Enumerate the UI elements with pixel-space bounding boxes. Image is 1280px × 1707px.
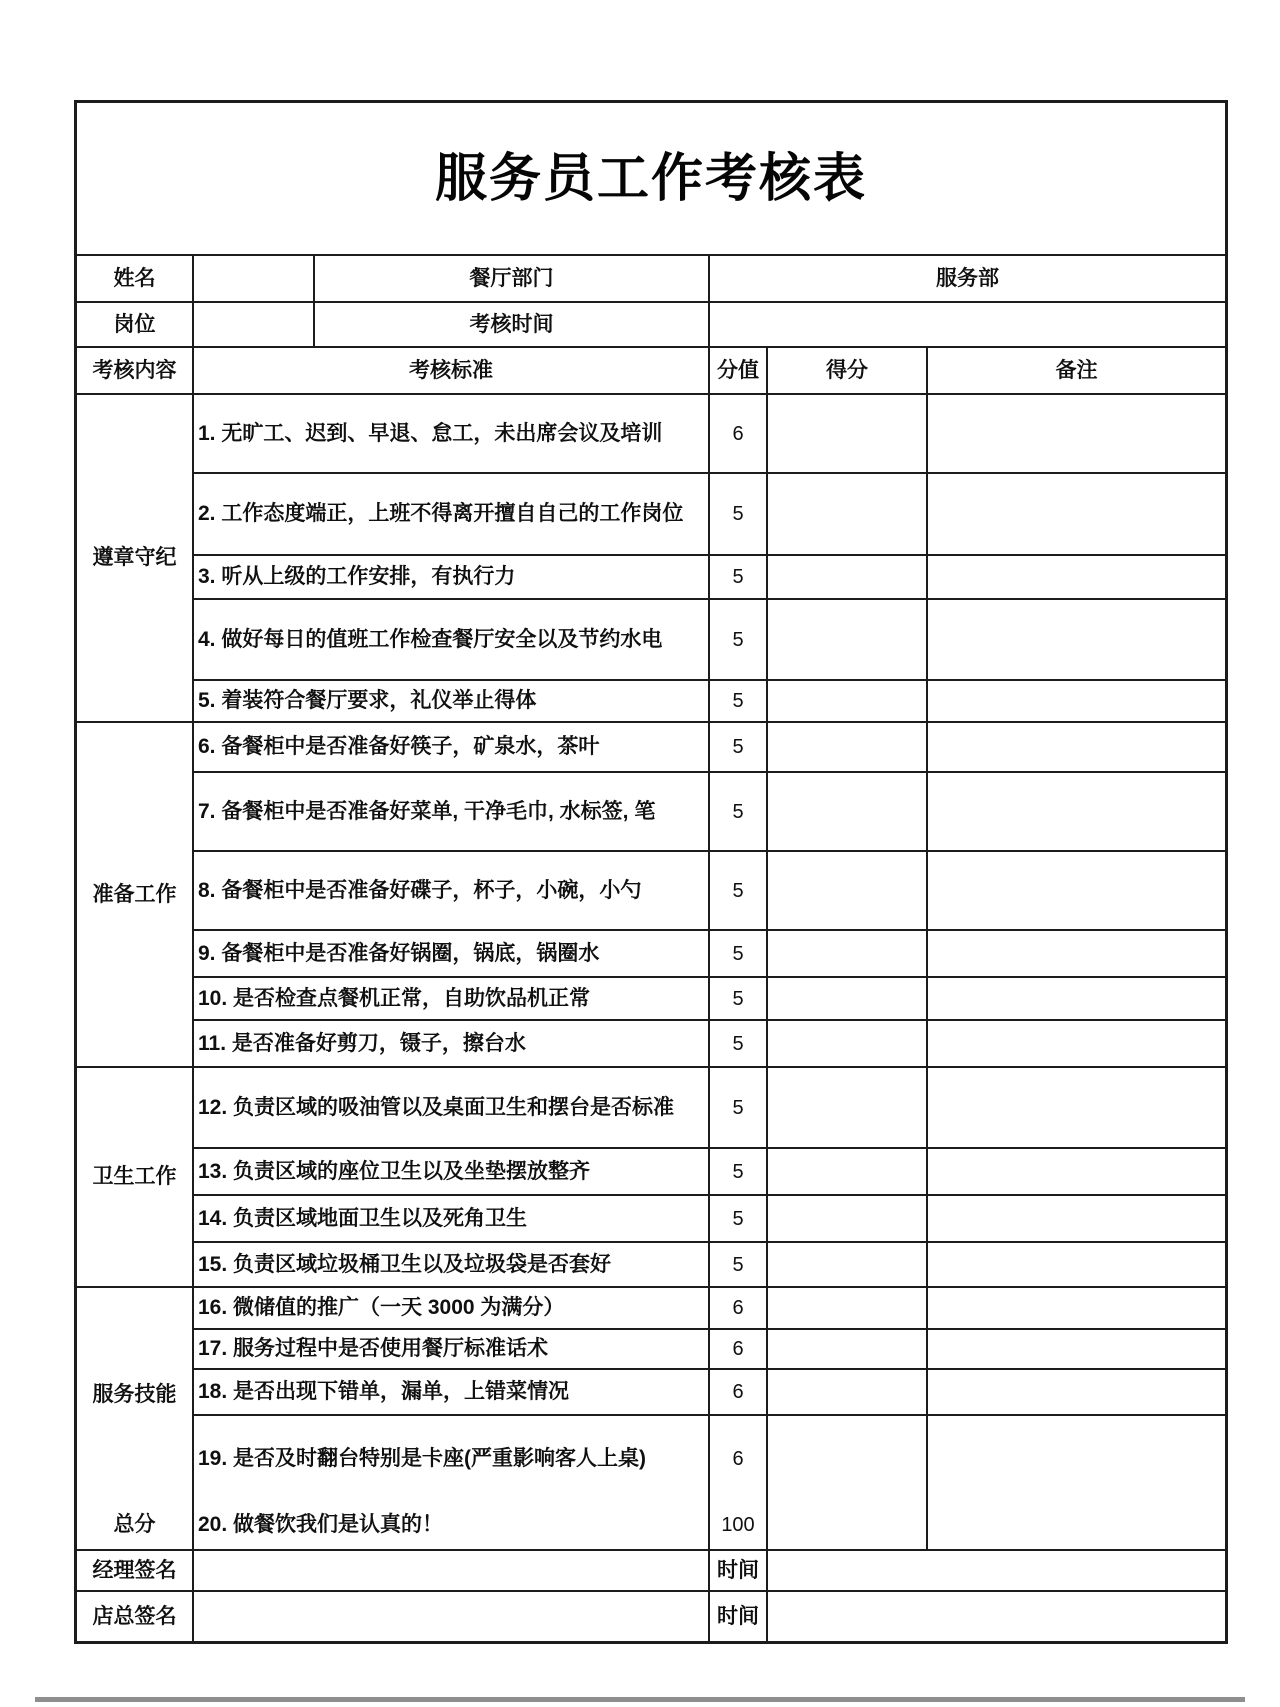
item-15-remark-cell bbox=[928, 1243, 1225, 1288]
item-20-remark-cell bbox=[928, 1501, 1225, 1551]
item-3-remark-cell bbox=[928, 556, 1225, 600]
gm-time-label: 时间 bbox=[710, 1592, 768, 1641]
gm-sign-label: 店总签名 bbox=[77, 1592, 194, 1641]
item-4-score: 5 bbox=[710, 600, 768, 681]
item-13-earned-cell bbox=[768, 1149, 928, 1196]
col-header-score: 分值 bbox=[710, 348, 768, 395]
item-3-score: 5 bbox=[710, 556, 768, 600]
category-卫生工作: 卫生工作 bbox=[77, 1068, 194, 1288]
item-1-earned-cell bbox=[768, 395, 928, 474]
item-7-score: 5 bbox=[710, 773, 768, 852]
position-value-cell bbox=[194, 303, 315, 348]
item-10-score: 5 bbox=[710, 978, 768, 1021]
item-15-earned-cell bbox=[768, 1243, 928, 1288]
item-18-score: 6 bbox=[710, 1370, 768, 1416]
item-2-standard: 2. 工作态度端正，上班不得离开擅自自己的工作岗位 bbox=[194, 474, 710, 556]
gm-sign-area bbox=[194, 1592, 710, 1641]
manager-sign-area bbox=[194, 1551, 710, 1592]
item-13-standard: 13. 负责区域的座位卫生以及坐垫摆放整齐 bbox=[194, 1149, 710, 1196]
manager-time-label: 时间 bbox=[710, 1551, 768, 1592]
item-18-standard: 18. 是否出现下错单，漏单，上错菜情况 bbox=[194, 1370, 710, 1416]
item-14-earned-cell bbox=[768, 1196, 928, 1243]
item-2-score: 5 bbox=[710, 474, 768, 556]
category-服务技能: 服务技能 bbox=[77, 1288, 194, 1501]
item-4-standard: 4. 做好每日的值班工作检查餐厅安全以及节约水电 bbox=[194, 600, 710, 681]
col-header-earned: 得分 bbox=[768, 348, 928, 395]
item-19-standard: 19. 是否及时翻台特别是卡座(严重影响客人上桌) bbox=[194, 1416, 710, 1501]
item-10-remark-cell bbox=[928, 978, 1225, 1021]
item-6-earned-cell bbox=[768, 723, 928, 773]
item-11-standard: 11. 是否准备好剪刀，镊子，擦台水 bbox=[194, 1021, 710, 1068]
item-16-remark-cell bbox=[928, 1288, 1225, 1330]
item-9-standard: 9. 备餐柜中是否准备好锅圈，锅底，锅圈水 bbox=[194, 931, 710, 978]
item-6-score: 5 bbox=[710, 723, 768, 773]
assess-time-label: 考核时间 bbox=[315, 303, 710, 348]
item-9-remark-cell bbox=[928, 931, 1225, 978]
item-11-earned-cell bbox=[768, 1021, 928, 1068]
category-准备工作: 准备工作 bbox=[77, 723, 194, 1068]
item-20-score: 100 bbox=[710, 1501, 768, 1551]
item-8-standard: 8. 备餐柜中是否准备好碟子，杯子，小碗，小勺 bbox=[194, 852, 710, 931]
col-header-content: 考核内容 bbox=[77, 348, 194, 395]
item-3-earned-cell bbox=[768, 556, 928, 600]
item-11-score: 5 bbox=[710, 1021, 768, 1068]
item-11-remark-cell bbox=[928, 1021, 1225, 1068]
item-18-remark-cell bbox=[928, 1370, 1225, 1416]
item-8-remark-cell bbox=[928, 852, 1225, 931]
manager-sign-label: 经理签名 bbox=[77, 1551, 194, 1592]
item-4-earned-cell bbox=[768, 600, 928, 681]
page-bottom-separator bbox=[35, 1697, 1245, 1702]
assess-time-value-cell bbox=[710, 303, 1225, 348]
item-19-score: 6 bbox=[710, 1416, 768, 1501]
item-5-score: 5 bbox=[710, 681, 768, 723]
item-7-standard: 7. 备餐柜中是否准备好菜单, 干净毛巾, 水标签, 笔 bbox=[194, 773, 710, 852]
item-2-remark-cell bbox=[928, 474, 1225, 556]
dept-value: 服务部 bbox=[710, 256, 1225, 303]
item-12-score: 5 bbox=[710, 1068, 768, 1149]
item-19-earned-cell bbox=[768, 1416, 928, 1501]
item-3-standard: 3. 听从上级的工作安排，有执行力 bbox=[194, 556, 710, 600]
item-4-remark-cell bbox=[928, 600, 1225, 681]
item-8-earned-cell bbox=[768, 852, 928, 931]
item-10-earned-cell bbox=[768, 978, 928, 1021]
item-5-standard: 5. 着装符合餐厅要求，礼仪举止得体 bbox=[194, 681, 710, 723]
item-8-score: 5 bbox=[710, 852, 768, 931]
item-17-score: 6 bbox=[710, 1330, 768, 1370]
item-12-earned-cell bbox=[768, 1068, 928, 1149]
item-5-remark-cell bbox=[928, 681, 1225, 723]
item-7-remark-cell bbox=[928, 773, 1225, 852]
item-6-standard: 6. 备餐柜中是否准备好筷子，矿泉水，茶叶 bbox=[194, 723, 710, 773]
item-16-standard: 16. 微储值的推广（一天 3000 为满分） bbox=[194, 1288, 710, 1330]
manager-time-area bbox=[768, 1551, 1225, 1592]
dept-label: 餐厅部门 bbox=[315, 256, 710, 303]
form-title: 服务员工作考核表 bbox=[77, 103, 1225, 256]
item-10-standard: 10. 是否检查点餐机正常，自助饮品机正常 bbox=[194, 978, 710, 1021]
gm-time-area bbox=[768, 1592, 1225, 1641]
item-19-remark-cell bbox=[928, 1416, 1225, 1501]
item-12-remark-cell bbox=[928, 1068, 1225, 1149]
item-16-earned-cell bbox=[768, 1288, 928, 1330]
item-12-standard: 12. 负责区域的吸油管以及桌面卫生和摆台是否标准 bbox=[194, 1068, 710, 1149]
item-15-score: 5 bbox=[710, 1243, 768, 1288]
item-14-standard: 14. 负责区域地面卫生以及死角卫生 bbox=[194, 1196, 710, 1243]
category-总分: 总分 bbox=[77, 1501, 194, 1551]
item-17-standard: 17. 服务过程中是否使用餐厅标准话术 bbox=[194, 1330, 710, 1370]
name-value-cell bbox=[194, 256, 315, 303]
item-14-remark-cell bbox=[928, 1196, 1225, 1243]
item-1-score: 6 bbox=[710, 395, 768, 474]
col-header-remark: 备注 bbox=[928, 348, 1225, 395]
category-遵章守纪: 遵章守纪 bbox=[77, 395, 194, 723]
name-label: 姓名 bbox=[77, 256, 194, 303]
item-15-standard: 15. 负责区域垃圾桶卫生以及垃圾袋是否套好 bbox=[194, 1243, 710, 1288]
item-2-earned-cell bbox=[768, 474, 928, 556]
item-1-standard: 1. 无旷工、迟到、早退、怠工，未出席会议及培训 bbox=[194, 395, 710, 474]
item-9-earned-cell bbox=[768, 931, 928, 978]
assessment-form-table bbox=[74, 100, 1228, 1644]
item-14-score: 5 bbox=[710, 1196, 768, 1243]
item-20-standard: 20. 做餐饮我们是认真的！ bbox=[194, 1501, 710, 1551]
item-17-earned-cell bbox=[768, 1330, 928, 1370]
item-1-remark-cell bbox=[928, 395, 1225, 474]
item-13-score: 5 bbox=[710, 1149, 768, 1196]
item-16-score: 6 bbox=[710, 1288, 768, 1330]
item-17-remark-cell bbox=[928, 1330, 1225, 1370]
position-label: 岗位 bbox=[77, 303, 194, 348]
item-9-score: 5 bbox=[710, 931, 768, 978]
item-6-remark-cell bbox=[928, 723, 1225, 773]
item-13-remark-cell bbox=[928, 1149, 1225, 1196]
item-5-earned-cell bbox=[768, 681, 928, 723]
col-header-standard: 考核标准 bbox=[194, 348, 710, 395]
item-18-earned-cell bbox=[768, 1370, 928, 1416]
item-20-earned-cell bbox=[768, 1501, 928, 1551]
item-7-earned-cell bbox=[768, 773, 928, 852]
